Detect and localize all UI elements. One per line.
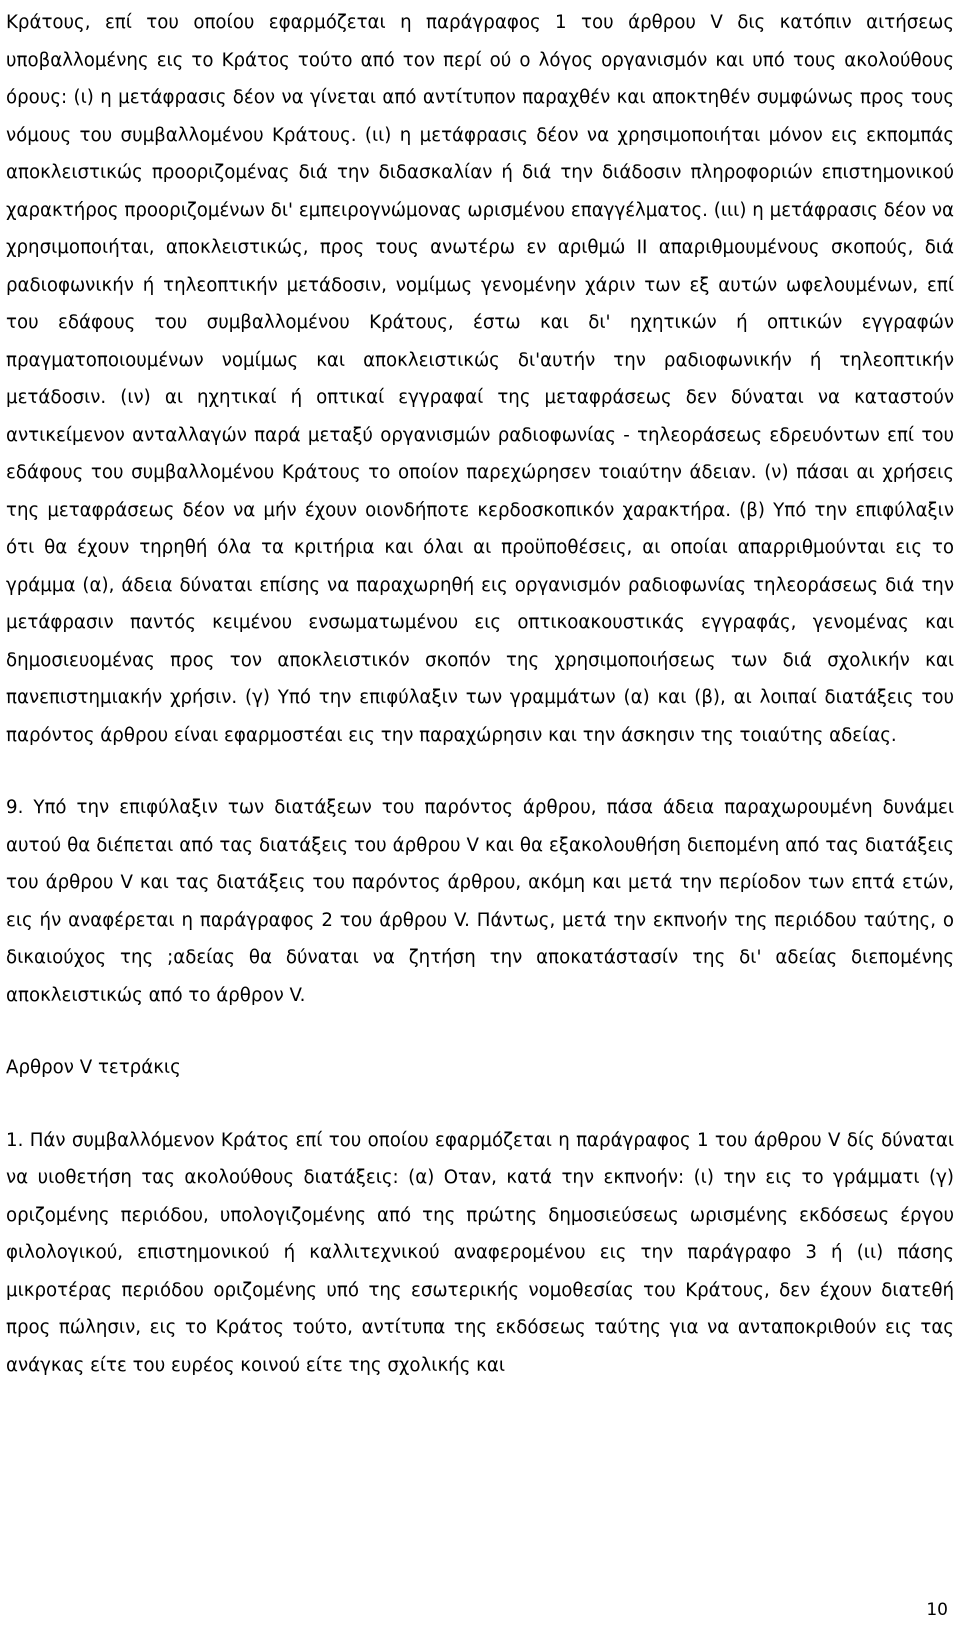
paragraph-9: 9. Υπό την επιφύλαξιν των διατάξεων του παρόντος άρθρου, πάσα άδεια παραχωρουμένη δυνάμει αυτού θα διέπεται από τας διατάξεις του άρθρου V και θα εξακολουθήση διεπομένη από τας διατάξεις του άρθρου V και τας διατάξεις του παρόντος άρθρου, ακόμη και μετά την περίοδον των επτά ετών, εις ήν αναφέρεται η παράγραφος 2 του άρθρου V. Πάντως, μετά την εκπνοήν της περιόδου ταύτης, ο δικαιούχος της ;αδείας θα δύναται να ζητήση την αποκατάστασίν της δι' αδείας διεπομένης αποκλειστικώς από το άρθρον V. <box>6 797 954 1006</box>
paragraph-spacer <box>6 1087 954 1122</box>
article-heading: Αρθρον V τετράκις <box>6 1057 181 1078</box>
paragraph-1-article-v-quater: 1. Πάν συμβαλλόμενον Κράτος επί του οποίου εφαρμόζεται η παράγραφος 1 του άρθρου V δίς δύναται να υιοθετήση τας ακολούθους διατάξεις: (α) Οταν, κατά την εκπνοήν: (ι) την εις το γράμματι (γ) οριζομένης περιόδου, υπολογιζομένης από της πρώτης δημοσιεύσεως ωρισμένης εκδόσεως έργου φιλολογικού, επιστημονικού ή καλλιτεχνικού αναφερομένου εις την παράγραφο 3 ή (ιι) πάσης μικροτέρας περιόδου οριζομένης υπό της εσωτερικής νομοθεσίας του Κράτους, δεν έχουν διατεθή προς πώλησιν, εις το Κράτος τούτο, αντίτυπα της εκδόσεως ταύτης για να ανταποκριθούν εις τας ανάγκας είτε του ευρέος κοινού είτε της σχολικής και <box>6 1129 954 1376</box>
paragraph-spacer <box>6 1014 954 1049</box>
document-page <box>6 4 954 1384</box>
paragraph-article-v-ter-continued: Κράτους, επί του οποίου εφαρμόζεται η παράγραφος 1 του άρθρου V δις κατόπιν αιτήσεως υποβαλλομένης εις το Κράτος τούτο από τον περί ού ο λόγος οργανισμόν και υπό τους ακολούθους όρους: (ι) η μετάφρασις δέον να γίνεται από αντίτυπον παραχθέν και αποκτηθέν συμφώνως προς τους νόμους του συμβαλλομένου Κράτους. (ιι) η μετάφρασις δέον να χρησιμοποιήται μόνον εις εκπομπάς αποκλειστικώς προοριζομένας διά την διδασκαλίαν ή διά την διάδοσιν πληροφοριών επιστημονικού χαρακτήρος προοριζομένων δι' εμπειρογνώμονας ωρισμένου επαγγέλματος. (ιιι) η μετάφρασις δέον να χρησιμοποιήται, αποκλειστικώς, προς τους ανωτέρω εν αριθμώ ΙΙ απαριθμουμένους σκοπούς, διά ραδιοφωνικήν ή τηλεοπτικήν μετάδοσιν, νομίμως γενομένην χάριν των εξ αυτών ωφελουμένων, επί του εδάφους του συμβαλλομένου Κράτους, έστω και δι' ηχητικών ή οπτικών εγγραφών πραγματοποιουμένων νομίμως και αποκλειστικώς δι'αυτήν την ραδιοφωνικήν ή τηλεοπτικήν μετάδοσιν. (ιν) αι ηχητικαί ή οπτικαί εγγραφαί της μεταφράσεως δεν δύναται να καταστούν αντικείμενον ανταλλαγών παρά μεταξύ οργανισμών ραδιοφωνίας - τηλεοράσεως εδρευόντων επί του εδάφους του συμβαλλομένου Κράτους το οποίον παρεχώρησεν τοιαύτην άδειαν. (ν) πάσαι αι χρήσεις της μεταφράσεως δέον να μήν έχουν οιονδήποτε κερδοσκοπικόν χαρακτήρα. (β) Υπό την επιφύλαξιν ότι θα έχουν τηρηθή όλα τα κριτήρια και όλαι αι προϋποθέσεις, αι οποίαι απαρριθμούνται εις το γράμμα (α), άδεια δύναται επίσης να παραχωρηθή εις οργανισμόν ραδιοφωνίας τηλεοράσεως διά την μετάφρασιν παντός κειμένου ενσωματωμένου εις οπτικοακουστικάς εγγραφάς, γενομένας και δημοσιευομένας προς τον αποκλειστικόν σκοπόν της χρησιμοποιήσεως των διά σχολικήν και πανεπιστημιακήν χρήσιν. (γ) Υπό την επιφύλαξιν των γραμμάτων (α) και (β), αι λοιπαί διατάξεις του παρόντος άρθρου είναι εφαρμοστέαι εις την παραχώρησιν και την άσκησιν της τοιαύτης αδείας. <box>6 12 954 746</box>
page-number: 10 <box>926 1600 948 1620</box>
paragraph-spacer <box>6 754 954 789</box>
